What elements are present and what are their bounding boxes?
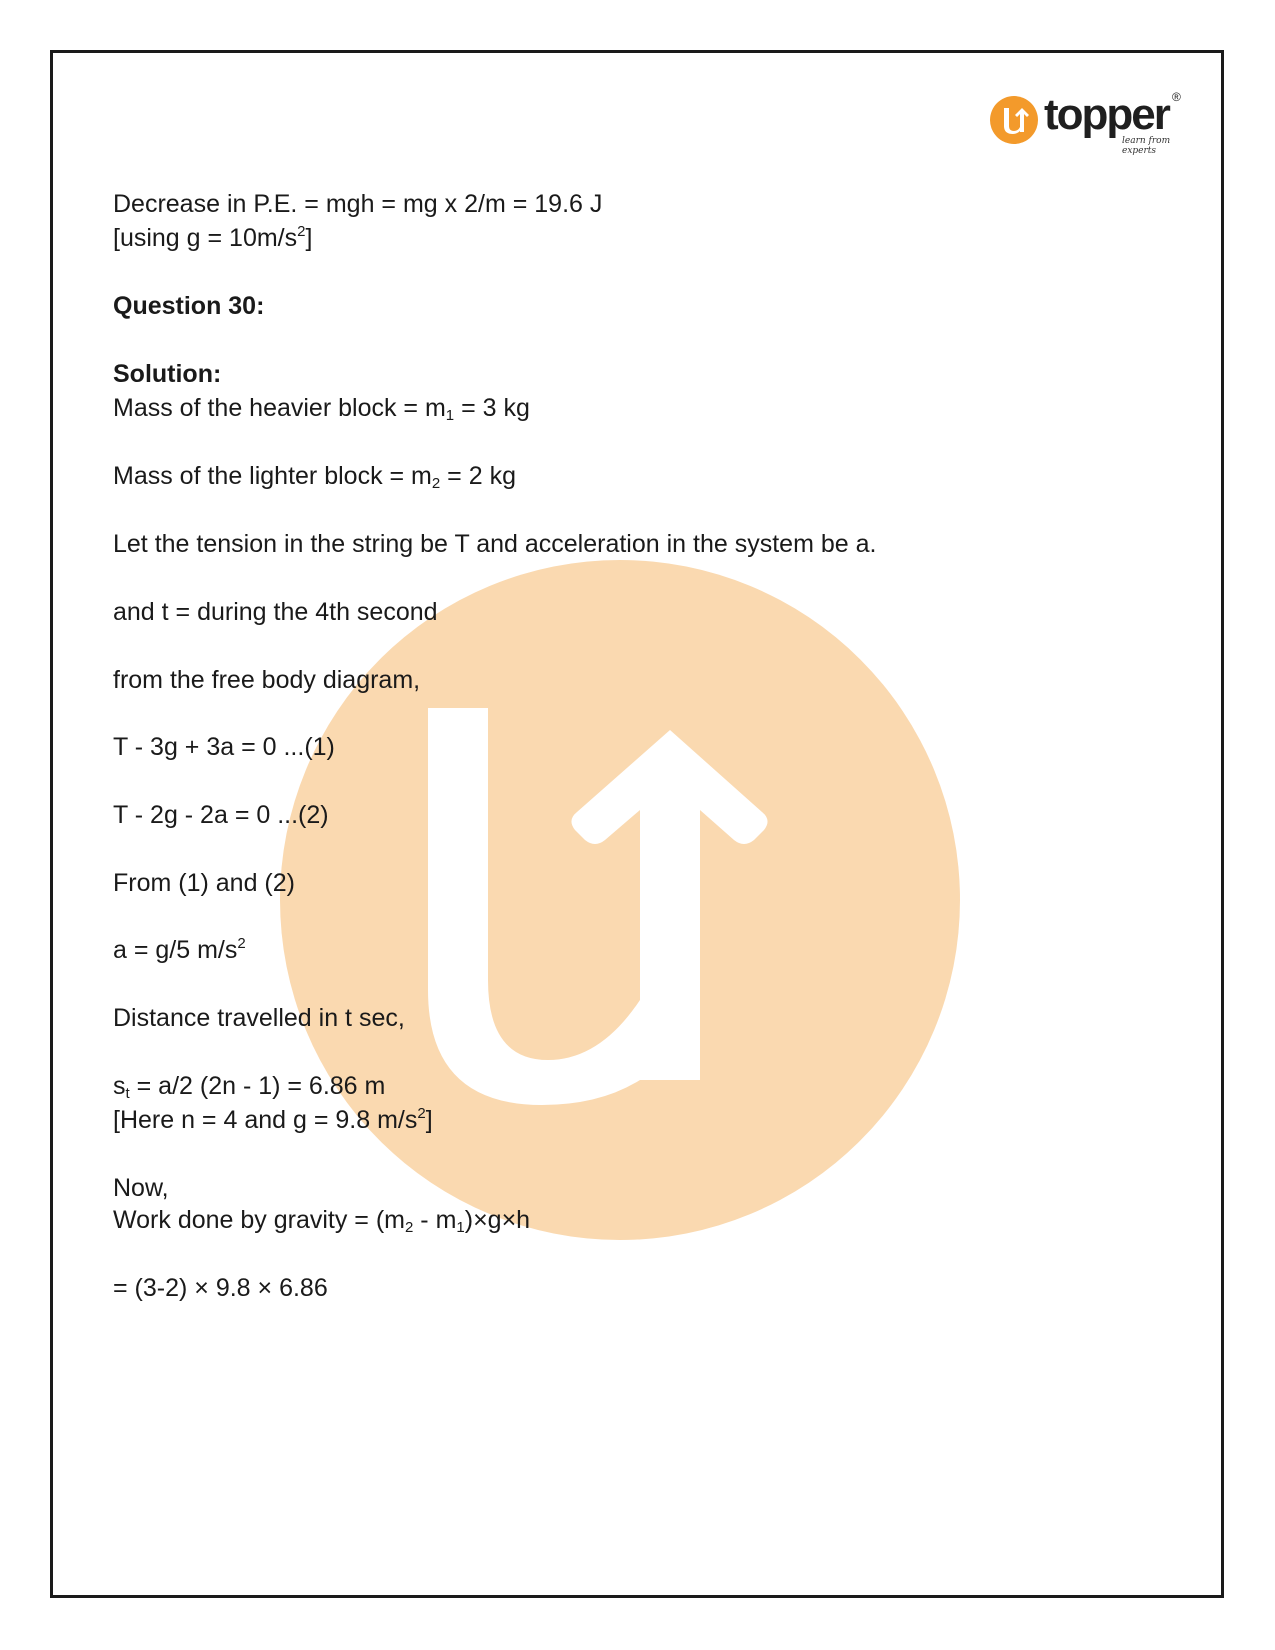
watermark-logo-icon — [280, 560, 960, 1240]
equation-2: T - 2g - 2a = 0 ...(2) — [113, 801, 329, 829]
lighter-mass-line: Mass of the lighter block = $m_2 = 2$ kg — [113, 462, 516, 492]
pe-decrease-line: Decrease in P.E. = mgh = mg x 2/m = 19.6 J — [113, 190, 603, 218]
tension-line: Let the tension in the string be T and acceleration in the system be a. — [113, 530, 877, 558]
now-line: Now, — [113, 1174, 169, 1202]
logo-u-icon — [990, 96, 1038, 144]
work-calc-line: = (3-2) × 9.8 × 6.86 — [113, 1274, 328, 1302]
time-line: and t = during the 4th second — [113, 598, 438, 626]
acceleration-line: a = g/5 $m/s^2$ — [113, 935, 246, 964]
fbd-line: from the free body diagram, — [113, 666, 421, 694]
combine-line: From (1) and (2) — [113, 869, 295, 897]
solution-heading: Solution: — [113, 360, 222, 388]
g-assumption-line: [using $g = 10m/s^2$] — [113, 223, 313, 252]
values-line: [Here n = 4 and g = 9.8 $m/s^2$] — [113, 1105, 433, 1134]
logo-wordmark: topper — [1044, 90, 1169, 139]
work-done-line: Work done by gravity = $(m_2 - m_1)\times g\times h$ — [113, 1206, 531, 1236]
equation-1: T - 3g + 3a = 0 ...(1) — [113, 733, 335, 761]
logo-tagline: learn from experts — [1122, 136, 1171, 156]
topper-logo — [990, 90, 1190, 156]
distance-formula-line: $s_t = a/2$ (2n - 1) = 6.86 m — [113, 1072, 386, 1102]
question-heading: Question 30: — [113, 292, 265, 320]
distance-heading-line: Distance travelled in t sec, — [113, 1004, 405, 1032]
registered-mark: ® — [1172, 90, 1181, 104]
heavier-mass-line: Mass of the heavier block = $m_1 = 3$ kg — [113, 394, 530, 424]
